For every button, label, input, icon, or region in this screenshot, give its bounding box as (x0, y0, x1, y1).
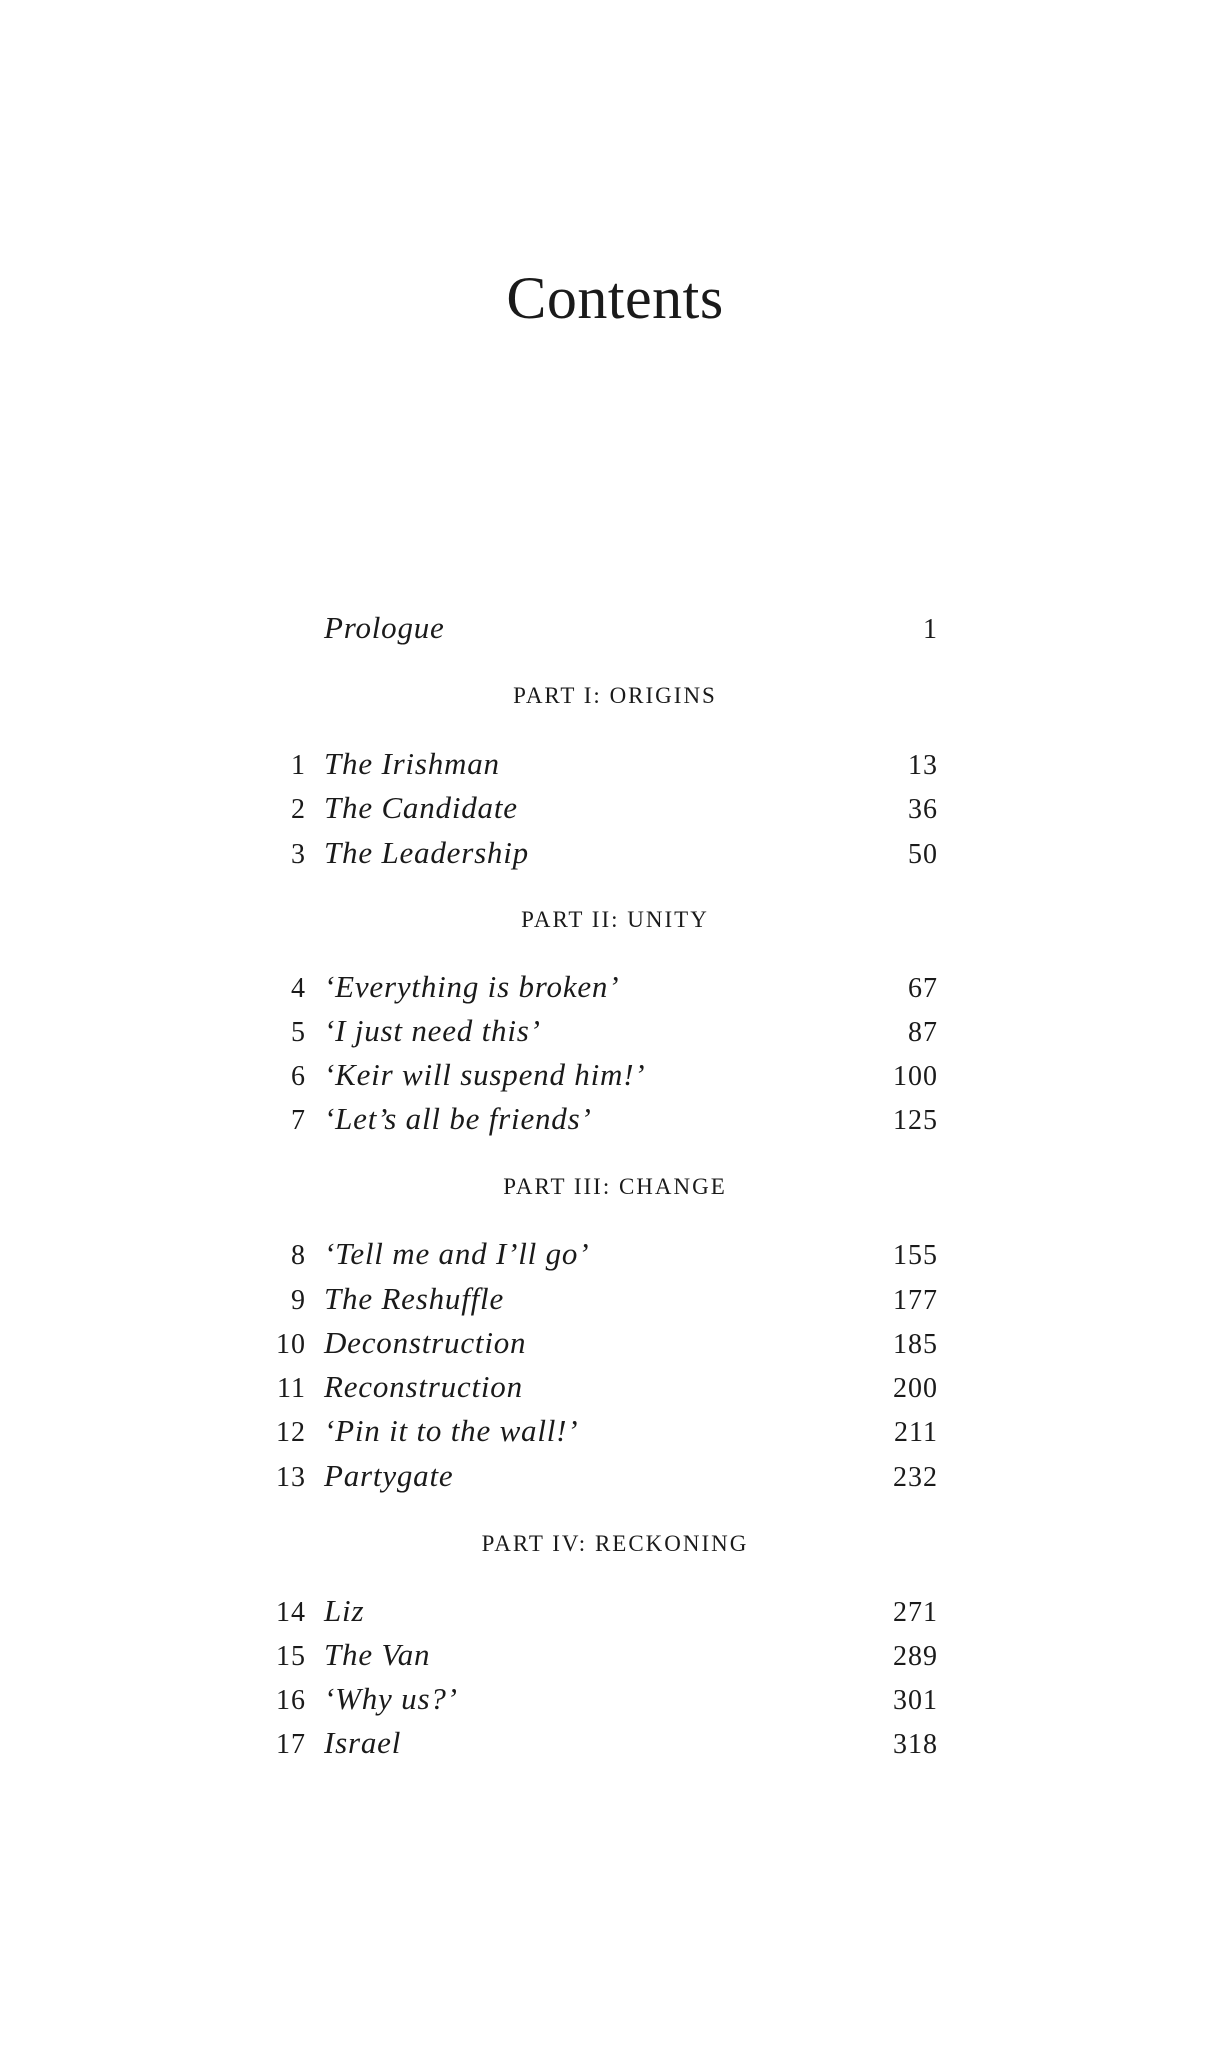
page-number: 36 (908, 794, 938, 825)
chapter-title: Reconstruction (324, 1369, 523, 1404)
chapter-title: The Leadership (324, 835, 529, 870)
toc-entry[interactable] (270, 1409, 946, 1453)
toc-entry[interactable] (270, 1097, 946, 1141)
toc-entry[interactable] (270, 1053, 946, 1097)
page-number: 125 (893, 1105, 938, 1136)
chapter-number: 7 (291, 1105, 306, 1136)
toc-entry[interactable] (270, 1589, 946, 1633)
page-number: 232 (893, 1462, 938, 1493)
chapter-title: Israel (324, 1725, 402, 1760)
page-number: 50 (908, 839, 938, 870)
part-heading: PART IV: RECKONING (481, 1531, 749, 1556)
chapter-title: Deconstruction (324, 1325, 527, 1360)
chapter-title: ‘Why us?’ (324, 1681, 458, 1716)
page-number: 87 (908, 1017, 938, 1048)
page-number: 301 (893, 1685, 938, 1716)
chapter-title: ‘Everything is broken’ (324, 969, 620, 1004)
toc-entry[interactable] (270, 831, 946, 875)
chapter-title: ‘I just need this’ (324, 1013, 541, 1048)
page-number: 289 (893, 1641, 938, 1672)
page-number: 67 (908, 973, 938, 1004)
page-title: Contents (506, 265, 724, 331)
chapter-number: 8 (291, 1240, 306, 1271)
chapter-number: 4 (291, 973, 306, 1004)
toc-entry[interactable] (270, 1232, 946, 1276)
page-number: 185 (893, 1329, 938, 1360)
chapter-number: 12 (276, 1417, 306, 1448)
toc-entry[interactable] (270, 1454, 946, 1498)
page-number: 155 (893, 1240, 938, 1271)
toc-entry[interactable] (270, 965, 946, 1009)
chapter-number: 14 (276, 1597, 306, 1628)
page-number: 271 (893, 1597, 938, 1628)
chapter-title: ‘Let’s all be friends’ (324, 1101, 592, 1136)
toc-entry[interactable] (270, 1277, 946, 1321)
chapter-number: 6 (291, 1061, 306, 1092)
page-number: 13 (908, 750, 938, 781)
toc-entry[interactable] (270, 1633, 946, 1677)
toc-entry[interactable] (270, 786, 946, 830)
page-number: 318 (893, 1729, 938, 1760)
toc-entry[interactable] (270, 742, 946, 786)
chapter-number: 2 (291, 794, 306, 825)
chapter-title: The Reshuffle (324, 1281, 505, 1316)
part-heading: PART II: UNITY (521, 907, 709, 932)
chapter-title: The Van (324, 1637, 431, 1672)
chapter-title: ‘Pin it to the wall!’ (324, 1413, 579, 1448)
toc-entry-prologue[interactable] (270, 606, 946, 650)
chapter-number: 1 (291, 750, 306, 781)
chapter-title: Liz (324, 1593, 365, 1628)
chapter-number: 17 (276, 1729, 306, 1760)
toc-entry[interactable] (270, 1721, 946, 1765)
page-number: 211 (894, 1417, 938, 1448)
chapter-number: 5 (291, 1017, 306, 1048)
chapter-title: Partygate (324, 1458, 454, 1493)
page-number: 200 (893, 1373, 938, 1404)
part-heading: PART I: ORIGINS (513, 683, 717, 708)
toc-entry[interactable] (270, 1365, 946, 1409)
chapter-number: 15 (276, 1641, 306, 1672)
page-number: 1 (923, 614, 938, 645)
chapter-title: The Candidate (324, 790, 518, 825)
chapter-title: The Irishman (324, 746, 500, 781)
chapter-number: 10 (276, 1329, 306, 1360)
chapter-title: ‘Tell me and I’ll go’ (324, 1236, 590, 1271)
toc-entry[interactable] (270, 1677, 946, 1721)
page-number: 100 (893, 1061, 938, 1092)
chapter-number: 13 (276, 1462, 306, 1493)
part-heading: PART III: CHANGE (503, 1174, 727, 1199)
chapter-number: 3 (291, 839, 306, 870)
toc-entry[interactable] (270, 1009, 946, 1053)
chapter-title: ‘Keir will suspend him!’ (324, 1057, 646, 1092)
chapter-number: 11 (277, 1373, 306, 1404)
chapter-title: Prologue (324, 610, 445, 645)
chapter-number: 9 (291, 1285, 306, 1316)
page-number: 177 (893, 1285, 938, 1316)
toc-entry[interactable] (270, 1321, 946, 1365)
chapter-number: 16 (276, 1685, 306, 1716)
